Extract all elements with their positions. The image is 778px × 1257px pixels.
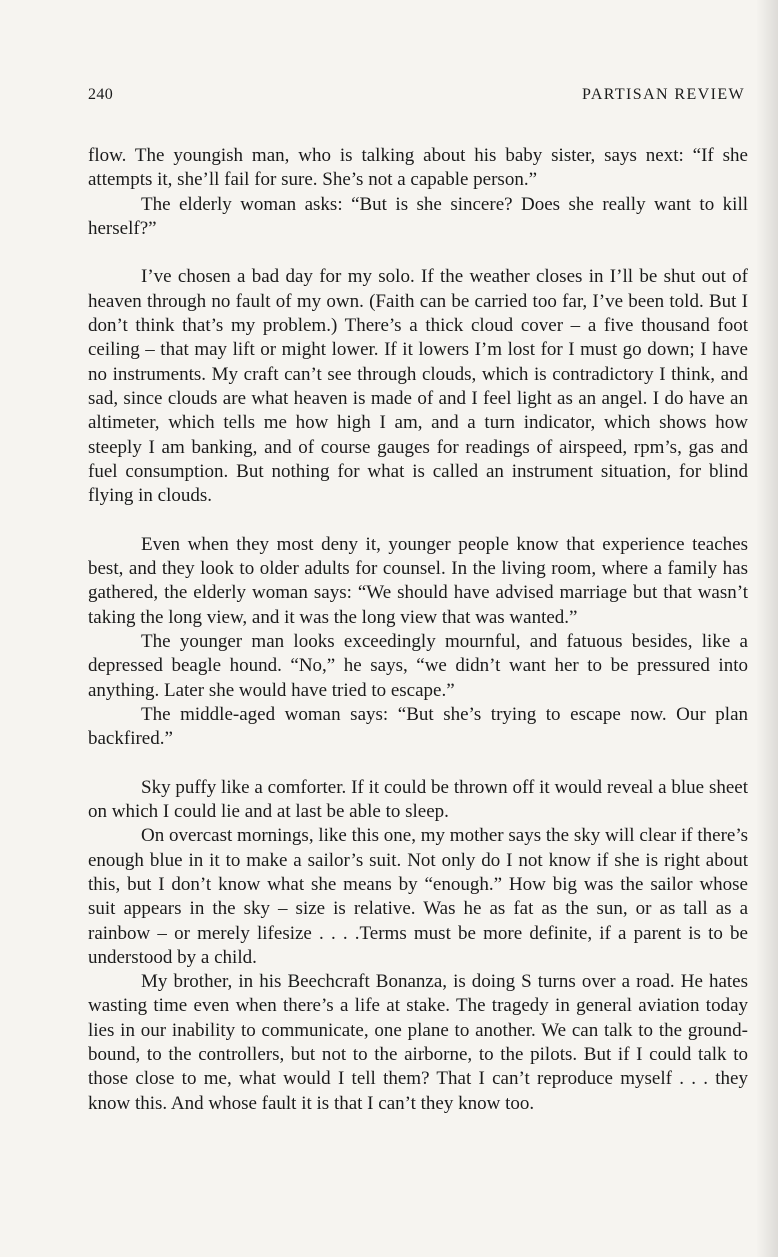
paragraph-section-start: Sky puffy like a comforter. If it could be thrown off it would reveal a blue sheet on which I could lie and at last be able to sleep.	[88, 776, 748, 823]
body-text	[88, 144, 748, 1116]
paragraph-section-start: I’ve chosen a bad day for my solo. If the weather closes in I’ll be shut out of heaven through no fault of my own. (Faith can be carried too far, I’ve been told. But I don’t think that’s my problem.) There’s a thick cloud cover – a five thousand foot ceiling – that may lift or might lower. If it lowers I’m lost for I must go down; I have no instruments. My craft can’t see through clouds, which is contradictory I think, and sad, since clouds are what heaven is made of and I feel light as an angel. I do have an altimeter, which tells me how high I am, and a turn indicator, which shows how steeply I am banking, and of course gauges for readings of airspeed, rpm’s, gas and fuel consumption. But nothing for what is called an instrument situation, for blind flying in clouds.	[88, 266, 748, 507]
running-header	[88, 86, 745, 110]
paragraph-section-start: Even when they most deny it, younger people know that experience teaches best, and they look to older adults for counsel. In the living room, where a family has gathered, the elderly woman says: “We should have advised marriage but that wasn’t taking the long view, and it was the long view that was wanted.”	[88, 533, 748, 628]
paragraph: The elderly woman asks: “But is she sincere? Does she really want to kill herself?”	[88, 193, 748, 239]
paragraph-continuation: flow. The youngish man, who is talking about his baby sister, says next: “If she attempts it, she’ll fail for sure. She’s not a capable person.”	[88, 145, 748, 191]
paragraph: On overcast mornings, like this one, my mother says the sky will clear if there’s enough blue in it to make a sailor’s suit. Not only do I not know if she is right about this, but I don’t know what she means by “enough.” How big was the sailor whose suit appears in the sky – size is relative. Was he as fat as the sun, or as tall as a rainbow – or merely lifesize . . . .Terms must be more definite, if a parent is to be understood by a child.	[88, 825, 748, 968]
journal-title: PARTISAN REVIEW	[581, 86, 745, 103]
paragraph: The middle-aged woman says: “But she’s trying to escape now. Our plan backfired.”	[88, 703, 748, 750]
page-number: 240	[88, 86, 114, 103]
paragraph: My brother, in his Beechcraft Bonanza, is doing S turns over a road. He hates wasting time even when there’s a life at stake. The tragedy in general aviation today lies in our inability to communicate, one plane to another. We can talk to the ground-bound, to the controllers, but not to the airborne, to the pilots. But if I could talk to those close to me, what would I tell them? That I can’t reproduce myself . . . they know this. And whose fault it is that I can’t they know too.	[88, 971, 748, 1114]
page-edge-shadow	[756, 0, 778, 1257]
paragraph: The younger man looks exceedingly mournful, and fatuous besides, like a depressed beagle hound. “No,” he says, “we didn’t want her to be pressured into anything. Later she would have tried to escape.”	[88, 630, 748, 701]
